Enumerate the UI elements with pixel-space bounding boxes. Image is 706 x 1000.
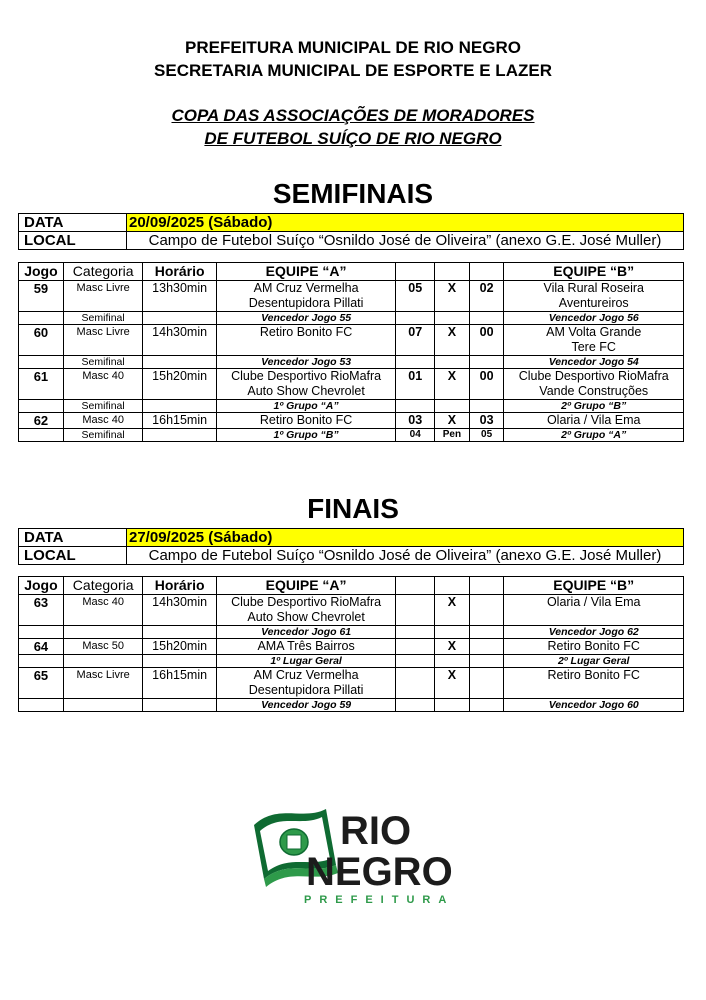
penalty-label: Pen <box>435 429 470 442</box>
location-value: Campo de Futebol Suíço “Osnildo José de Oliveira” (anexo G.E. José Muller) <box>127 547 684 565</box>
header-title: PREFEITURA MUNICIPAL DE RIO NEGRO <box>185 38 521 57</box>
qualifier-a: Vencedor Jogo 61 <box>216 626 396 639</box>
team-b-line: Tere FC <box>571 340 616 354</box>
team-b-line: AM Volta Grande <box>546 325 642 339</box>
location-label: LOCAL <box>19 232 127 250</box>
versus-mark: X <box>435 413 470 429</box>
game-qualifier-row <box>19 699 684 712</box>
column-header-empty <box>469 577 504 595</box>
column-header-horario: Horário <box>143 577 216 595</box>
versus-mark: X <box>435 668 470 699</box>
game-time: 13h30min <box>143 281 216 312</box>
team-b <box>504 639 684 655</box>
date-value: 20/09/2025 (Sábado) <box>127 214 684 232</box>
game-number: 61 <box>19 369 64 400</box>
qualifier-b: 2º Grupo “B” <box>504 400 684 413</box>
qualifier-b: 2º Grupo “A” <box>504 429 684 442</box>
game-category: Masc Livre <box>63 281 143 312</box>
qualifier-a: 1º Grupo “B” <box>216 429 396 442</box>
game-qualifier-row <box>19 312 684 325</box>
team-b <box>504 281 684 312</box>
logo-tagline: PREFEITURA <box>304 894 455 906</box>
penalty-score-b: 05 <box>469 429 504 442</box>
rio-negro-logo <box>248 795 470 907</box>
game-number: 63 <box>19 595 64 626</box>
game-category: Masc 40 <box>63 595 143 626</box>
header-row <box>19 263 684 281</box>
header-row <box>19 577 684 595</box>
game-qualifier-row <box>19 400 684 413</box>
penalty-score-b <box>469 626 504 639</box>
penalty-score-b <box>469 699 504 712</box>
penalty-label <box>435 655 470 668</box>
penalty-score-b <box>469 312 504 325</box>
penalty-score-a: 04 <box>396 429 435 442</box>
score-a: 07 <box>396 325 435 356</box>
team-a-line: AMA Três Bairros <box>257 639 355 653</box>
game-qualifier-row <box>19 626 684 639</box>
game-phase: Semifinal <box>63 312 143 325</box>
team-a-line: Clube Desportivo RioMafra <box>231 595 382 609</box>
game-number: 59 <box>19 281 64 312</box>
score-a <box>396 668 435 699</box>
team-b <box>504 413 684 429</box>
score-b: 02 <box>469 281 504 312</box>
qualifier-empty <box>143 312 216 325</box>
team-a-line: Desentupidora Pillati <box>248 296 364 310</box>
column-header-categoria: Categoria <box>63 263 143 281</box>
versus-mark: X <box>435 595 470 626</box>
qualifier-a: 1º Lugar Geral <box>216 655 396 668</box>
qualifier-b: Vencedor Jogo 60 <box>504 699 684 712</box>
qualifier-empty <box>19 429 64 442</box>
date-label: DATA <box>19 214 127 232</box>
logo-word-rio: RIO <box>340 809 412 853</box>
header-subtitle: SECRETARIA MUNICIPAL DE ESPORTE E LAZER <box>154 61 552 80</box>
game-number: 64 <box>19 639 64 655</box>
qualifier-empty <box>143 400 216 413</box>
game-row <box>19 369 684 400</box>
team-b <box>504 668 684 699</box>
team-a-line: Retiro Bonito FC <box>259 325 353 339</box>
game-row <box>19 595 684 626</box>
score-b <box>469 639 504 655</box>
penalty-score-b <box>469 400 504 413</box>
team-b-line: Olaria / Vila Ema <box>546 595 641 609</box>
qualifier-empty <box>19 699 64 712</box>
game-phase: Semifinal <box>63 429 143 442</box>
score-a <box>396 595 435 626</box>
game-phase <box>63 655 143 668</box>
location-value: Campo de Futebol Suíço “Osnildo José de Oliveira” (anexo G.E. José Muller) <box>127 232 684 250</box>
qualifier-a: 1º Grupo “A” <box>216 400 396 413</box>
team-b-line: Retiro Bonito FC <box>547 639 640 653</box>
column-header-empty <box>469 263 504 281</box>
team-a <box>216 325 396 356</box>
game-number: 62 <box>19 413 64 429</box>
team-b <box>504 325 684 356</box>
team-b-line: Aventureiros <box>558 296 629 310</box>
game-row <box>19 325 684 356</box>
qualifier-a: Vencedor Jogo 53 <box>216 356 396 369</box>
score-a: 05 <box>396 281 435 312</box>
game-row <box>19 281 684 312</box>
game-qualifier-row <box>19 429 684 442</box>
date-label: DATA <box>19 529 127 547</box>
qualifier-b: Vencedor Jogo 56 <box>504 312 684 325</box>
game-row <box>19 413 684 429</box>
location-label: LOCAL <box>19 547 127 565</box>
penalty-score-b <box>469 655 504 668</box>
team-a <box>216 668 396 699</box>
score-a: 01 <box>396 369 435 400</box>
qualifier-b: Vencedor Jogo 54 <box>504 356 684 369</box>
score-b: 03 <box>469 413 504 429</box>
game-row <box>19 668 684 699</box>
column-header-equipe-a: EQUIPE “A” <box>216 577 396 595</box>
team-b-line: Clube Desportivo RioMafra <box>518 369 669 383</box>
penalty-score-a <box>396 699 435 712</box>
penalty-label <box>435 312 470 325</box>
location-row <box>19 232 684 250</box>
team-b-line: Olaria / Vila Ema <box>546 413 641 427</box>
penalty-label <box>435 400 470 413</box>
game-time: 15h20min <box>143 639 216 655</box>
qualifier-empty <box>19 626 64 639</box>
qualifier-empty <box>143 429 216 442</box>
game-category: Masc Livre <box>63 325 143 356</box>
game-time: 14h30min <box>143 325 216 356</box>
semifinais-info-table <box>18 213 684 250</box>
column-header-empty <box>435 577 470 595</box>
team-b-line: Retiro Bonito FC <box>547 668 640 682</box>
team-a-line: AM Cruz Vermelha <box>253 281 359 295</box>
game-category: Masc Livre <box>63 668 143 699</box>
date-row <box>19 529 684 547</box>
penalty-label <box>435 699 470 712</box>
team-b <box>504 369 684 400</box>
team-a-line: Auto Show Chevrolet <box>247 384 365 398</box>
score-a <box>396 639 435 655</box>
team-a-line: Auto Show Chevrolet <box>247 610 365 624</box>
qualifier-empty <box>143 626 216 639</box>
location-row <box>19 547 684 565</box>
score-b: 00 <box>469 369 504 400</box>
versus-mark: X <box>435 325 470 356</box>
column-header-jogo: Jogo <box>19 263 64 281</box>
score-b <box>469 668 504 699</box>
game-phase: Semifinal <box>63 356 143 369</box>
team-a <box>216 281 396 312</box>
score-b <box>469 595 504 626</box>
game-phase <box>63 699 143 712</box>
game-category: Masc 50 <box>63 639 143 655</box>
score-a: 03 <box>396 413 435 429</box>
penalty-score-a <box>396 400 435 413</box>
column-header-empty <box>396 263 435 281</box>
competition-title-line1: COPA DAS ASSOCIAÇÕES DE MORADORES <box>171 106 535 125</box>
date-value: 27/09/2025 (Sábado) <box>127 529 684 547</box>
semifinais-games-table <box>18 262 684 442</box>
qualifier-empty <box>143 699 216 712</box>
team-a <box>216 369 396 400</box>
game-phase: Semifinal <box>63 400 143 413</box>
game-time: 16h15min <box>143 668 216 699</box>
game-row <box>19 639 684 655</box>
qualifier-empty <box>143 655 216 668</box>
score-b: 00 <box>469 325 504 356</box>
team-b-line: Vande Construções <box>539 384 649 398</box>
penalty-score-a <box>396 312 435 325</box>
game-qualifier-row <box>19 356 684 369</box>
column-header-horario: Horário <box>143 263 216 281</box>
qualifier-empty <box>19 312 64 325</box>
versus-mark: X <box>435 369 470 400</box>
qualifier-empty <box>143 356 216 369</box>
column-header-jogo: Jogo <box>19 577 64 595</box>
team-a-line: Retiro Bonito FC <box>259 413 353 427</box>
column-header-equipe-b: EQUIPE “B” <box>504 263 684 281</box>
penalty-score-a <box>396 356 435 369</box>
team-a-line: AM Cruz Vermelha <box>253 668 359 682</box>
game-category: Masc 40 <box>63 369 143 400</box>
column-header-categoria: Categoria <box>63 577 143 595</box>
column-header-empty <box>435 263 470 281</box>
column-header-empty <box>396 577 435 595</box>
penalty-score-a <box>396 655 435 668</box>
team-a <box>216 639 396 655</box>
semifinais-title: SEMIFINAIS <box>272 178 434 209</box>
qualifier-a: Vencedor Jogo 59 <box>216 699 396 712</box>
game-time: 14h30min <box>143 595 216 626</box>
team-b <box>504 595 684 626</box>
game-number: 60 <box>19 325 64 356</box>
game-qualifier-row <box>19 655 684 668</box>
game-category: Masc 40 <box>63 413 143 429</box>
column-header-equipe-a: EQUIPE “A” <box>216 263 396 281</box>
penalty-label <box>435 626 470 639</box>
finais-games-table <box>18 576 684 712</box>
column-header-equipe-b: EQUIPE “B” <box>504 577 684 595</box>
team-a <box>216 413 396 429</box>
team-a-line: Desentupidora Pillati <box>248 683 364 697</box>
game-time: 15h20min <box>143 369 216 400</box>
penalty-score-b <box>469 356 504 369</box>
qualifier-b: Vencedor Jogo 62 <box>504 626 684 639</box>
qualifier-empty <box>19 655 64 668</box>
competition-title-line2: DE FUTEBOL SUÍÇO DE RIO NEGRO <box>204 129 502 148</box>
qualifier-a: Vencedor Jogo 55 <box>216 312 396 325</box>
finais-title: FINAIS <box>307 493 399 524</box>
game-number: 65 <box>19 668 64 699</box>
versus-mark: X <box>435 281 470 312</box>
team-a-line: Clube Desportivo RioMafra <box>231 369 382 383</box>
finais-info-table <box>18 528 684 565</box>
qualifier-empty <box>19 356 64 369</box>
date-row <box>19 214 684 232</box>
team-a <box>216 595 396 626</box>
logo-word-negro: NEGRO <box>306 850 453 894</box>
penalty-score-a <box>396 626 435 639</box>
game-phase <box>63 626 143 639</box>
game-time: 16h15min <box>143 413 216 429</box>
team-b-line: Vila Rural Roseira <box>543 281 644 295</box>
qualifier-empty <box>19 400 64 413</box>
versus-mark: X <box>435 639 470 655</box>
qualifier-b: 2º Lugar Geral <box>504 655 684 668</box>
penalty-label <box>435 356 470 369</box>
